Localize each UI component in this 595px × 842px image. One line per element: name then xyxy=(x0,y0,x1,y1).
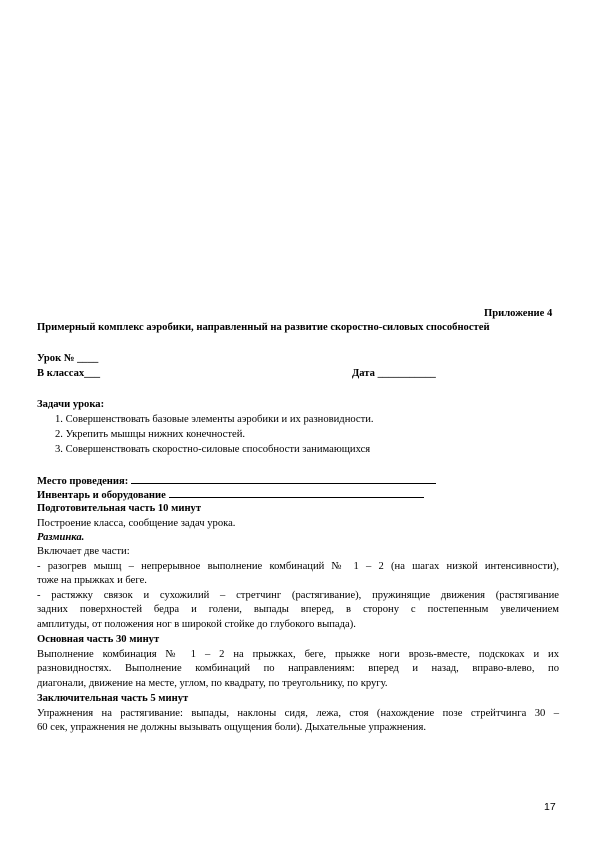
main-text-line: диагонали, движение на месте, углом, по квадрату, по треугольнику, по кругу. xyxy=(37,678,388,689)
final-text-line: 60 сек, упражнения не должны вызывать ощущения боли). Дыхательные упражнения. xyxy=(37,722,426,733)
warmup-part1-line: - разогрев мышц – непрерывное выполнение комбинаций № 1 – 2 (на шагах низкой интенсивности), xyxy=(37,561,559,572)
main-heading: Основная часть 30 минут xyxy=(37,634,160,645)
task-item: 3. Совершенствовать скоростно-силовые способности занимающихся xyxy=(55,444,371,455)
place-label: Место проведения: xyxy=(37,476,129,487)
equipment-label: Инвентарь и оборудование xyxy=(37,490,166,501)
place-blank xyxy=(131,473,436,484)
document-title: Примерный комплекс аэробики, направленный на развитие скоростно-силовых способностей xyxy=(37,322,490,333)
appendix-label: Приложение 4 xyxy=(484,308,553,319)
warmup-part2-line: - растяжку связок и сухожилий – стретчинг (растягивание), пружинящие движения (растягивание xyxy=(37,590,559,601)
warmup-part2-line: амплитуды, от положения ног в широкой стойке до глубокого выпада). xyxy=(37,619,356,630)
warmup-intro: Включает две части: xyxy=(37,546,130,557)
main-text-line: разновидностях. Выполнение комбинаций по направлениям: вперед и назад, вправо-влево, по xyxy=(37,663,559,674)
main-text-line: Выполнение комбинация № 1 – 2 на прыжках, беге, прыжке ноги врозь-вместе, подскоках и их xyxy=(37,649,559,660)
prep-text: Построение класса, сообщение задач урока. xyxy=(37,518,236,529)
place-row xyxy=(37,473,436,488)
date-label: Дата ___________ xyxy=(352,368,436,379)
equipment-blank xyxy=(169,487,424,498)
lesson-number: Урок № ____ xyxy=(37,353,99,364)
page-number: 17 xyxy=(544,801,556,813)
task-item: 1. Совершенствовать базовые элементы аэробики и их разновидности. xyxy=(55,414,374,425)
warmup-heading: Разминка. xyxy=(37,532,85,543)
tasks-heading: Задачи урока: xyxy=(37,399,105,410)
warmup-part1-line: тоже на прыжках и беге. xyxy=(37,575,147,586)
final-text-line: Упражнения на растягивание: выпады, наклоны сидя, лежа, стоя (нахождение позе стрейтчинга 30 – xyxy=(37,708,559,719)
warmup-part2-line: задних поверхностей бедра и голени, выпады вперед, в сторону с постепенным увеличением xyxy=(37,604,559,615)
prep-heading: Подготовительная часть 10 минут xyxy=(37,503,202,514)
task-item: 2. Укрепить мышцы нижних конечностей. xyxy=(55,429,246,440)
equipment-row xyxy=(37,487,424,502)
final-heading: Заключительная часть 5 минут xyxy=(37,693,189,704)
class-label: В классах___ xyxy=(37,368,101,379)
